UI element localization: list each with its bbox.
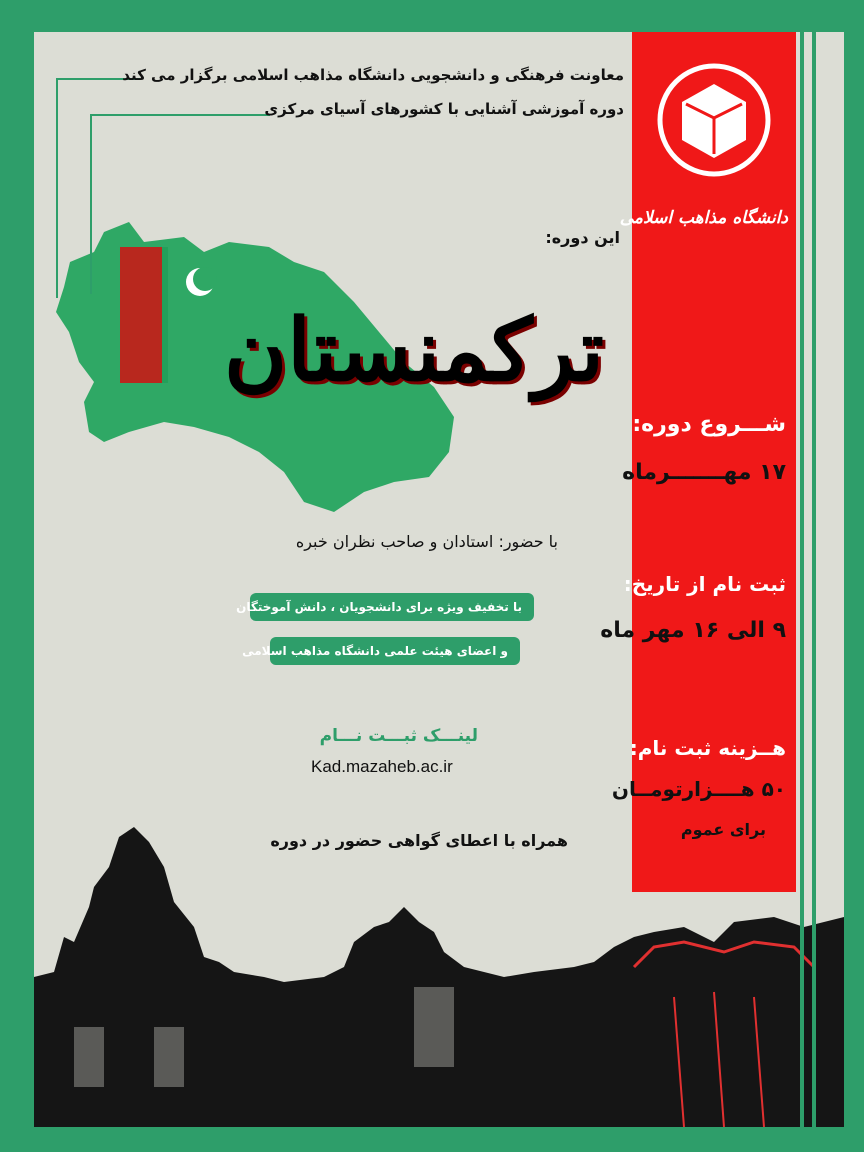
green-stripe xyxy=(812,32,816,1127)
certificate-note: همراه با اعطای گواهی حضور در دوره xyxy=(270,831,568,850)
flag-carpet-stripe xyxy=(120,247,162,383)
discount-pill-1: با تخفیف ویژه برای دانشجویان ، دانش آموختگان xyxy=(250,593,534,621)
course-intro: این دوره: xyxy=(545,228,620,247)
start-label: شـــروع دوره: xyxy=(632,412,786,437)
organizer-line: معاونت فرهنگی و دانشجویی دانشگاه مذاهب اسلامی برگزار می کند xyxy=(122,66,624,84)
fee-label: هــزینه ثبت نام: xyxy=(629,736,786,760)
university-logo xyxy=(656,62,772,178)
guide-line xyxy=(90,114,92,294)
registration-label: ثبت نام از تاریخ: xyxy=(623,572,786,596)
university-name: دانشگاه مذاهب اسلامی xyxy=(619,208,788,228)
country-title: ترکمنستان xyxy=(223,300,604,401)
presence-text: با حضور: استادان و صاحب نظران خبره xyxy=(295,532,558,551)
fee-note: برای عموم xyxy=(680,820,766,839)
guide-line xyxy=(90,114,270,116)
guide-line xyxy=(56,78,58,298)
course-line: دوره آموزشی آشنایی با کشورهای آسیای مرکزی xyxy=(264,100,624,118)
discount-pill-2: و اعضای هیئت علمی دانشگاه مذاهب اسلامی xyxy=(270,637,520,665)
start-value: ۱۷ مهـــــــرماه xyxy=(622,460,786,485)
registration-link-label: لینـــک ثبـــت نـــام xyxy=(319,726,478,746)
green-stripe xyxy=(800,32,804,1127)
fee-value: ۵۰ هــــزارتومــان xyxy=(611,777,786,801)
registration-link-url[interactable]: Kad.mazaheb.ac.ir xyxy=(311,757,453,776)
crescent-icon xyxy=(182,264,218,300)
registration-value: ۹ الی ۱۶ مهر ماه xyxy=(600,618,786,643)
